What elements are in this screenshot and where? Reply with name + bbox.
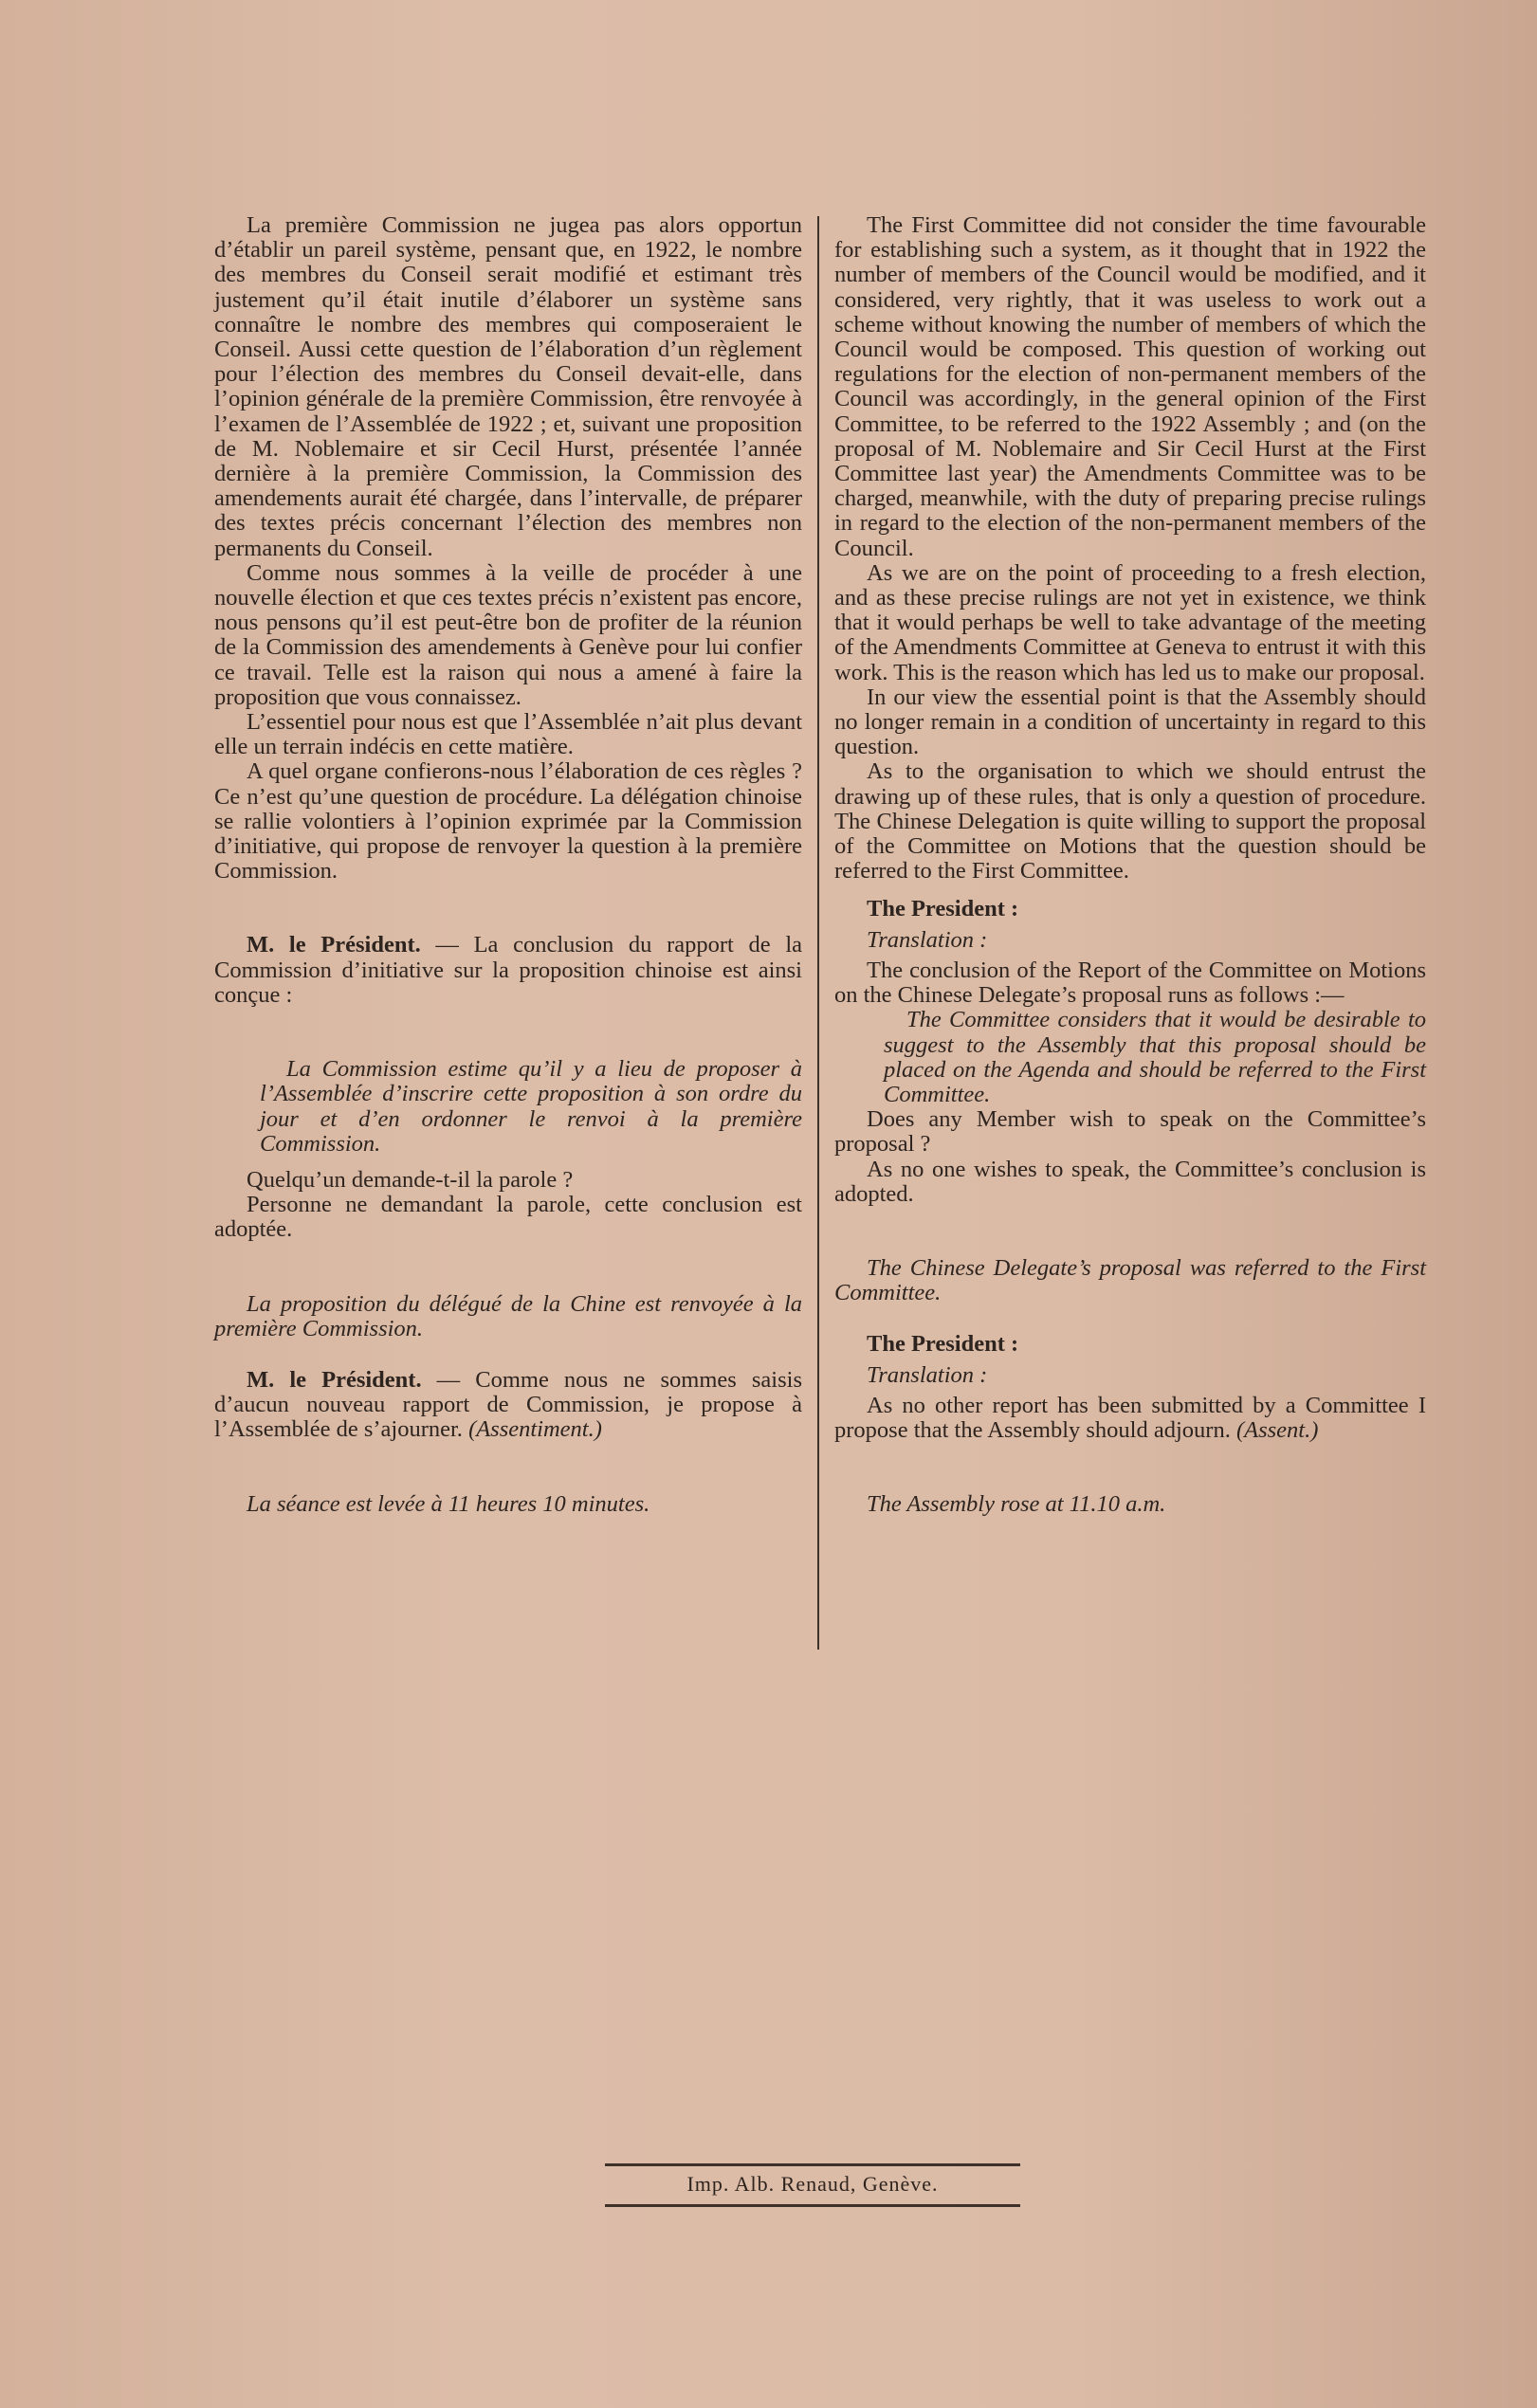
fr-adjourn-text: — Comme nous ne sommes saisis d’aucun nouveau rapport de Commission, je propose à l’Assemblée de s’ajourner. [214, 1366, 802, 1443]
en-paragraph: As to the organisation to which we should entrust the drawing up of these rules, that is only a question of procedure. The Chinese Delegation is quite willing to support the proposal of the Committee on Motions that the question should be referred to the First Committee. [834, 758, 1426, 885]
fr-paragraph: L’essentiel pour nous est que l’Assemblée n’ait plus devant elle un terrain indécis en cette matière. [214, 709, 802, 760]
fr-president-label: M. le Président. [247, 1366, 422, 1393]
en-referred-note: The Chinese Delegate’s proposal was referred to the First Committee. [834, 1254, 1426, 1306]
english-column [834, 213, 1426, 1517]
en-conclusion-intro: The conclusion of the Report of the Committee on Motions on the Chinese Delegate’s proposal runs as follows :— [834, 957, 1426, 1009]
en-translation-label: Translation : [867, 926, 988, 953]
fr-paragraph: Comme nous sommes à la veille de procéder à une nouvelle élection et que ces textes précis n’existent pas encore, nous pensons qu’il est peut-être bon de profiter de la réunion de la Commission des amendements à Genève pour lui confier ce travail. Telle est la raison qui nous a amené à faire la proposition que vous connaissez. [214, 559, 802, 710]
fr-closing: La séance est levée à 11 heures 10 minutes. [247, 1490, 650, 1517]
fr-assent: (Assentiment.) [468, 1416, 602, 1443]
fr-quote: La Commission estime qu’il y a lieu de proposer à l’Assemblée d’inscrire cette proposition à son ordre du jour et d’en ordonner le renvoi à la première Commission. [260, 1056, 802, 1157]
en-assent: (Assent.) [1235, 1416, 1319, 1443]
french-column [214, 213, 802, 1517]
en-closing: The Assembly rose at 11.10 a.m. [867, 1491, 1166, 1518]
fr-president-adjourn [214, 1368, 802, 1443]
en-paragraph: In our view the essential point is that the Assembly should no longer remain in a condition of uncertainty in regard to this question. [834, 684, 1426, 760]
en-president-label: The President : [867, 1331, 1019, 1358]
printer-imprint: Imp. Alb. Renaud, Genève. [605, 2163, 1020, 2207]
fr-president-text: — La conclusion du rapport de la Commission d’initiative sur la proposition chinoise est ainsi conçue : [214, 932, 802, 1008]
fr-paragraph: La première Commission ne jugea pas alors opportun d’établir un pareil système, pensant que, en 1922, le nombre des membres du Conseil serait modifié et estimant très justement qu’il était inutile d’élaborer un système sans connaître le nombre des membres qui composeraient le Conseil. Aussi cette question de l’élaboration d’un règlement pour l’élection des membres du Conseil devait-elle, dans l’opinion générale de la première Commission, être renvoyée à l’examen de l’Assemblée de 1922 ; et, suivant une proposition de M. Noblemaire et sir Cecil Hurst, présentée l’année dernière à la première Commission, la Commission des amendements aurait été chargée, dans l’intervalle, de préparer des textes précis concernant l’élection des membres non permanents du Conseil. [214, 212, 802, 561]
fr-referred-note: La proposition du délégué de la Chine est renvoyée à la première Commission. [214, 1290, 802, 1341]
en-paragraph: The First Committee did not consider the time favourable for establishing such a system, as it thought that in 1922 the number of members of the Council would be modified, and it considered, very rightly, that it was useless to work out a scheme without knowing the number of members of which the Council would be composed. This question of working out regulations for the election of non-permanent members of the Council was accordingly, in the general opinion of the First Committee, to be referred to the 1922 Assembly ; and (on the proposal of M. Noblemaire and Sir Cecil Hurst at the First Committee last year) the Amendments Committee was to be charged, meanwhile, with the duty of preparing precise rulings in regard to the election of the non-permanent members of the Council. [834, 212, 1426, 561]
en-quote: The Committee considers that it would be desirable to suggest to the Assembly that this proposal should be placed on the Agenda and should be referred to the First Committee. [884, 1007, 1426, 1107]
fr-paragraph: A quel organe confierons-nous l’élaboration de ces règles ? Ce n’est qu’une question de procédure. La délégation chinoise se rallie volontiers à l’opinion exprimée par la Commission d’initiative, qui propose de renvoyer la question à la première Commission. [214, 758, 802, 885]
en-translation-label: Translation : [867, 1361, 988, 1388]
en-question: Does any Member wish to speak on the Committee’s proposal ? [834, 1106, 1426, 1158]
fr-adopted: Personne ne demandant la parole, cette conclusion est adoptée. [214, 1192, 802, 1243]
fr-question: Quelqu’un demande-t-il la parole ? [247, 1166, 574, 1193]
en-president-label: The President : [867, 896, 1019, 922]
fr-president-label: M. le Président. [247, 932, 421, 958]
column-divider [817, 216, 819, 1650]
en-adjourn [834, 1394, 1426, 1443]
en-adjourn-text: As no other report has been submitted by a Committee I propose that the Assembly should adjourn. [834, 1392, 1426, 1443]
fr-president-statement [214, 933, 802, 1008]
en-adopted: As no one wishes to speak, the Committee’s conclusion is adopted. [834, 1156, 1426, 1207]
en-paragraph: As we are on the point of proceeding to a fresh election, and as these precise rulings are not yet in existence, we think that it would perhaps be well to take advantage of the meeting of the Amendments Committee at Geneva to entrust it with this work. This is the reason which has led us to make our proposal. [834, 559, 1426, 685]
